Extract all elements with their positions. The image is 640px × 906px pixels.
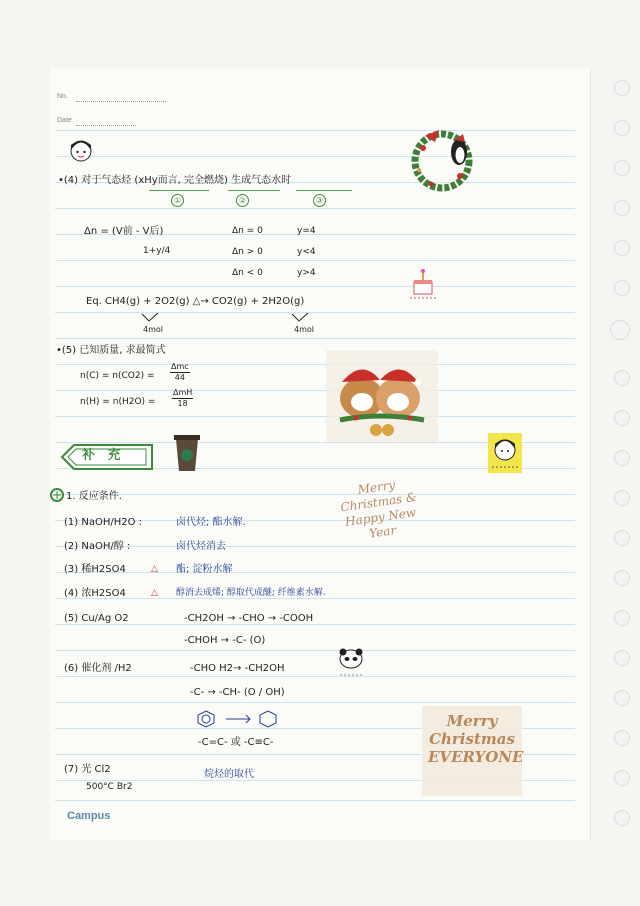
green-bullet-icon (50, 488, 64, 502)
reaction-6-label: (6) 催化剂 /H2 (64, 663, 132, 674)
marker-1: ① (171, 194, 184, 207)
nH-fraction (172, 389, 193, 408)
date-label: Date (57, 117, 72, 124)
reaction-7-desc: 烷烃的取代 (204, 769, 254, 780)
merry-christmas-sticker-1: Merry Christmas & Happy New Year (339, 477, 418, 541)
reaction-4-desc: 醇消去成烯; 醇取代成醚; 纤维素水解. (176, 588, 326, 598)
nH-denominator: 18 (177, 399, 188, 408)
christmas-dogs-sticker-icon (326, 350, 438, 442)
reaction-3-label: (3) 稀H2SO4 (64, 564, 126, 575)
nH-formula: n(H) = n(H2O) = (80, 397, 156, 407)
benzene-reduction-diagram (196, 708, 306, 730)
nH-numerator: ΔmH (173, 388, 193, 397)
girl-face-icon (68, 137, 94, 163)
delta-n-formula-sub: 1+y/4 (143, 246, 171, 256)
reaction-7-label: (7) 光 Cl2 (64, 764, 111, 775)
binding-holes (610, 80, 634, 840)
no-line (76, 101, 166, 102)
reaction-3-desc: 酯; 淀粉水解 (176, 564, 233, 575)
check-mark-right (290, 312, 310, 324)
section5-title: •(5) 已知质量, 求最简式 (56, 345, 166, 356)
reaction-7b-label: 500°C Br2 (86, 782, 133, 792)
reaction-5b-desc: -CHOH → -C- (O) (184, 635, 266, 646)
check-mark-left (140, 312, 160, 324)
reaction-5-label: (5) Cu/Ag O2 (64, 613, 129, 624)
nC-formula: n(C) = n(CO2) = (80, 371, 155, 381)
reaction-6d-desc: -C=C- 或 -C≡C- (198, 737, 274, 748)
reaction-1-desc: 卤代烃; 酯水解. (176, 517, 246, 528)
nC-numerator: Δmc (171, 362, 189, 371)
case-1-y: y=4 (297, 226, 316, 236)
reaction-1-label: (1) NaOH/H2O : (64, 517, 143, 528)
campus-brand-logo: Campus (67, 810, 111, 822)
nC-denominator: 44 (174, 373, 185, 382)
marker-3: ③ (313, 194, 326, 207)
green-underline-3 (296, 190, 352, 191)
section4-title: •(4) 对于气态烃 (xHy而言, 完全燃烧) 生成气态水时 (58, 175, 292, 186)
reaction-4-heat-mark: △ (151, 588, 158, 598)
green-underline-1 (149, 190, 209, 191)
mol-right: 4mol (294, 325, 314, 334)
reaction-3-heat-mark: △ (151, 564, 158, 574)
no-label: No. (57, 93, 68, 100)
coffee-cup-icon (172, 433, 202, 473)
banner-text: 补 充 (82, 448, 125, 463)
date-line (76, 125, 136, 126)
marker-2: ② (236, 194, 249, 207)
combustion-equation: CH4(g) + 2O2(g) △→ CO2(g) + 2H2O(g) (105, 296, 305, 307)
girl-sticker-icon (488, 433, 522, 473)
reaction-4-label: (4) 浓H2SO4 (64, 588, 126, 599)
panda-sticker-icon (336, 643, 366, 679)
reaction-heading: 1. 反应条件. (66, 491, 122, 502)
case-2-y: y<4 (297, 247, 316, 257)
case-3-dn: Δn < 0 (232, 268, 263, 278)
mol-left: 4mol (143, 325, 163, 334)
reaction-5-desc: -CH2OH → -CHO → -COOH (184, 613, 314, 624)
nC-fraction (170, 363, 190, 382)
reaction-2-label: (2) NaOH/醇 : (64, 541, 131, 552)
case-2-dn: Δn > 0 (232, 247, 263, 257)
delta-n-formula: Δn = (V前 - V后) (84, 226, 164, 237)
eq-label: Eq. (86, 296, 102, 307)
reaction-2-desc: 卤代烃消去 (176, 541, 226, 552)
cake-sticker-icon (408, 268, 438, 304)
case-1-dn: Δn = 0 (232, 226, 263, 236)
christmas-wreath-penguin-icon (405, 126, 483, 196)
merry-christmas-sticker-2: Merry Christmas EVERYONE (428, 712, 524, 766)
case-3-y: y>4 (297, 268, 316, 278)
green-underline-2 (228, 190, 280, 191)
reaction-6b-desc: -C- → -CH- (O / OH) (190, 687, 285, 698)
reaction-6-desc: -CHO H2→ -CH2OH (190, 663, 285, 674)
